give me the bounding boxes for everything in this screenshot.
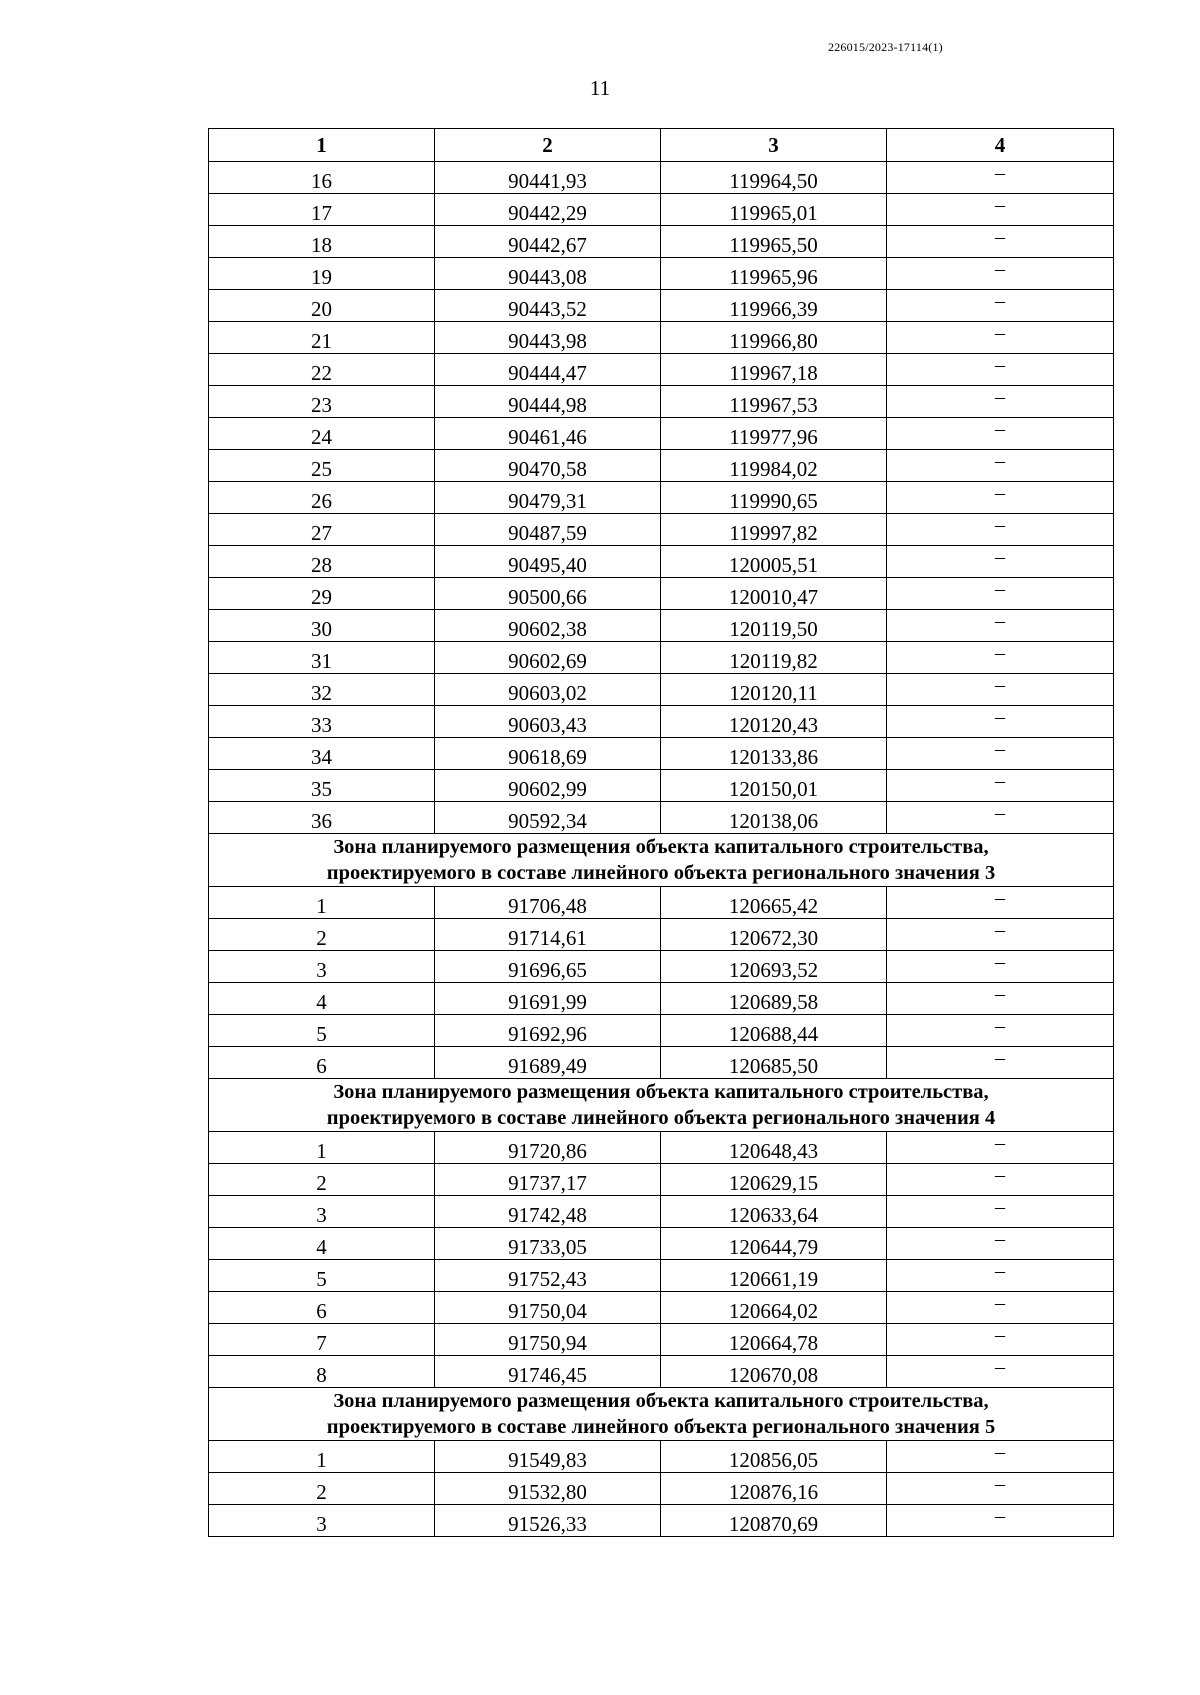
zone-title-line-1: Зона планируемого размещения объекта капитального строительства, bbox=[333, 836, 989, 858]
zone-title-line-2: проектируемого в составе линейного объекта регионального значения 4 bbox=[326, 1107, 996, 1129]
note-cell: – bbox=[887, 1356, 1114, 1388]
table-row bbox=[209, 674, 1114, 706]
point-number-cell: 2 bbox=[209, 1473, 435, 1505]
x-coordinate-cell: 91737,17 bbox=[435, 1164, 661, 1196]
x-coordinate-cell: 91691,99 bbox=[435, 983, 661, 1015]
table-row bbox=[209, 1356, 1114, 1388]
y-coordinate-cell: 120005,51 bbox=[661, 546, 887, 578]
x-coordinate-cell: 91714,61 bbox=[435, 919, 661, 951]
y-coordinate-cell: 120876,16 bbox=[661, 1473, 887, 1505]
x-coordinate-cell: 90592,34 bbox=[435, 802, 661, 834]
y-coordinate-cell: 120870,69 bbox=[661, 1505, 887, 1537]
note-cell: – bbox=[887, 226, 1114, 258]
note-cell: – bbox=[887, 674, 1114, 706]
x-coordinate-cell: 90603,02 bbox=[435, 674, 661, 706]
table-row bbox=[209, 514, 1114, 546]
x-coordinate-cell: 91696,65 bbox=[435, 951, 661, 983]
x-coordinate-cell: 90479,31 bbox=[435, 482, 661, 514]
table-row bbox=[209, 1164, 1114, 1196]
x-coordinate-cell: 91526,33 bbox=[435, 1505, 661, 1537]
note-cell: – bbox=[887, 706, 1114, 738]
table-row bbox=[209, 418, 1114, 450]
table-row bbox=[209, 482, 1114, 514]
table-row bbox=[209, 919, 1114, 951]
note-cell: – bbox=[887, 1441, 1114, 1473]
x-coordinate-cell: 91752,43 bbox=[435, 1260, 661, 1292]
y-coordinate-cell: 119965,96 bbox=[661, 258, 887, 290]
note-cell: – bbox=[887, 919, 1114, 951]
point-number-cell: 19 bbox=[209, 258, 435, 290]
y-coordinate-cell: 120633,64 bbox=[661, 1196, 887, 1228]
table-row bbox=[209, 1047, 1114, 1079]
point-number-cell: 5 bbox=[209, 1260, 435, 1292]
table-row bbox=[209, 1324, 1114, 1356]
table-row bbox=[209, 642, 1114, 674]
table-row bbox=[209, 450, 1114, 482]
table-row bbox=[209, 194, 1114, 226]
table-header-row bbox=[209, 129, 1114, 162]
note-cell: – bbox=[887, 642, 1114, 674]
point-number-cell: 6 bbox=[209, 1292, 435, 1324]
note-cell: – bbox=[887, 610, 1114, 642]
point-number-cell: 7 bbox=[209, 1324, 435, 1356]
x-coordinate-cell: 90602,69 bbox=[435, 642, 661, 674]
point-number-cell: 5 bbox=[209, 1015, 435, 1047]
table-row bbox=[209, 386, 1114, 418]
table-row bbox=[209, 546, 1114, 578]
note-cell: – bbox=[887, 514, 1114, 546]
note-cell: – bbox=[887, 1505, 1114, 1537]
table-row bbox=[209, 290, 1114, 322]
point-number-cell: 24 bbox=[209, 418, 435, 450]
zone-title-row bbox=[209, 834, 1114, 887]
y-coordinate-cell: 120664,78 bbox=[661, 1324, 887, 1356]
note-cell: – bbox=[887, 418, 1114, 450]
x-coordinate-cell: 91746,45 bbox=[435, 1356, 661, 1388]
zone-title bbox=[209, 1388, 1114, 1441]
x-coordinate-cell: 91750,04 bbox=[435, 1292, 661, 1324]
zone-title-row bbox=[209, 1079, 1114, 1132]
y-coordinate-cell: 120138,06 bbox=[661, 802, 887, 834]
note-cell: – bbox=[887, 1015, 1114, 1047]
note-cell: – bbox=[887, 194, 1114, 226]
y-coordinate-cell: 120665,42 bbox=[661, 887, 887, 919]
x-coordinate-cell: 90443,98 bbox=[435, 322, 661, 354]
column-header-3: 3 bbox=[661, 129, 887, 162]
column-header-2: 2 bbox=[435, 129, 661, 162]
table-row bbox=[209, 322, 1114, 354]
x-coordinate-cell: 91720,86 bbox=[435, 1132, 661, 1164]
y-coordinate-cell: 120150,01 bbox=[661, 770, 887, 802]
note-cell: – bbox=[887, 354, 1114, 386]
coordinates-table bbox=[208, 128, 1114, 1537]
x-coordinate-cell: 91692,96 bbox=[435, 1015, 661, 1047]
table-row bbox=[209, 951, 1114, 983]
y-coordinate-cell: 120133,86 bbox=[661, 738, 887, 770]
point-number-cell: 31 bbox=[209, 642, 435, 674]
point-number-cell: 1 bbox=[209, 887, 435, 919]
note-cell: – bbox=[887, 1260, 1114, 1292]
point-number-cell: 1 bbox=[209, 1441, 435, 1473]
note-cell: – bbox=[887, 1164, 1114, 1196]
table-row bbox=[209, 802, 1114, 834]
table-row bbox=[209, 1196, 1114, 1228]
y-coordinate-cell: 119964,50 bbox=[661, 162, 887, 194]
table-row bbox=[209, 258, 1114, 290]
x-coordinate-cell: 90441,93 bbox=[435, 162, 661, 194]
y-coordinate-cell: 119997,82 bbox=[661, 514, 887, 546]
note-cell: – bbox=[887, 983, 1114, 1015]
zone-title-line-1: Зона планируемого размещения объекта капитального строительства, bbox=[333, 1390, 989, 1412]
y-coordinate-cell: 119977,96 bbox=[661, 418, 887, 450]
point-number-cell: 4 bbox=[209, 1228, 435, 1260]
zone-title-line-1: Зона планируемого размещения объекта капитального строительства, bbox=[333, 1081, 989, 1103]
table-row bbox=[209, 1260, 1114, 1292]
zone-title-line-2: проектируемого в составе линейного объекта регионального значения 3 bbox=[326, 862, 996, 884]
x-coordinate-cell: 90603,43 bbox=[435, 706, 661, 738]
point-number-cell: 36 bbox=[209, 802, 435, 834]
x-coordinate-cell: 91733,05 bbox=[435, 1228, 661, 1260]
table-row bbox=[209, 887, 1114, 919]
point-number-cell: 3 bbox=[209, 1505, 435, 1537]
point-number-cell: 3 bbox=[209, 951, 435, 983]
table-row bbox=[209, 226, 1114, 258]
x-coordinate-cell: 90444,47 bbox=[435, 354, 661, 386]
x-coordinate-cell: 91706,48 bbox=[435, 887, 661, 919]
x-coordinate-cell: 90470,58 bbox=[435, 450, 661, 482]
table-row bbox=[209, 1473, 1114, 1505]
point-number-cell: 2 bbox=[209, 1164, 435, 1196]
x-coordinate-cell: 90602,99 bbox=[435, 770, 661, 802]
x-coordinate-cell: 90444,98 bbox=[435, 386, 661, 418]
x-coordinate-cell: 90443,08 bbox=[435, 258, 661, 290]
y-coordinate-cell: 120119,50 bbox=[661, 610, 887, 642]
y-coordinate-cell: 119967,18 bbox=[661, 354, 887, 386]
x-coordinate-cell: 90443,52 bbox=[435, 290, 661, 322]
zone-title bbox=[209, 1079, 1114, 1132]
table-row bbox=[209, 1132, 1114, 1164]
table-row bbox=[209, 983, 1114, 1015]
note-cell: – bbox=[887, 1473, 1114, 1505]
table-row bbox=[209, 610, 1114, 642]
x-coordinate-cell: 90618,69 bbox=[435, 738, 661, 770]
x-coordinate-cell: 90602,38 bbox=[435, 610, 661, 642]
point-number-cell: 8 bbox=[209, 1356, 435, 1388]
note-cell: – bbox=[887, 450, 1114, 482]
note-cell: – bbox=[887, 951, 1114, 983]
column-header-4: 4 bbox=[887, 129, 1114, 162]
note-cell: – bbox=[887, 1324, 1114, 1356]
point-number-cell: 22 bbox=[209, 354, 435, 386]
x-coordinate-cell: 91532,80 bbox=[435, 1473, 661, 1505]
zone-title-row bbox=[209, 1388, 1114, 1441]
note-cell: – bbox=[887, 770, 1114, 802]
x-coordinate-cell: 90442,29 bbox=[435, 194, 661, 226]
table-row bbox=[209, 1441, 1114, 1473]
y-coordinate-cell: 120010,47 bbox=[661, 578, 887, 610]
point-number-cell: 16 bbox=[209, 162, 435, 194]
y-coordinate-cell: 119965,01 bbox=[661, 194, 887, 226]
table-row bbox=[209, 578, 1114, 610]
point-number-cell: 26 bbox=[209, 482, 435, 514]
table-row bbox=[209, 706, 1114, 738]
note-cell: – bbox=[887, 290, 1114, 322]
y-coordinate-cell: 119966,80 bbox=[661, 322, 887, 354]
note-cell: – bbox=[887, 887, 1114, 919]
point-number-cell: 1 bbox=[209, 1132, 435, 1164]
note-cell: – bbox=[887, 386, 1114, 418]
point-number-cell: 35 bbox=[209, 770, 435, 802]
point-number-cell: 29 bbox=[209, 578, 435, 610]
x-coordinate-cell: 91549,83 bbox=[435, 1441, 661, 1473]
y-coordinate-cell: 119967,53 bbox=[661, 386, 887, 418]
table-row bbox=[209, 1505, 1114, 1537]
table-row bbox=[209, 162, 1114, 194]
x-coordinate-cell: 91742,48 bbox=[435, 1196, 661, 1228]
y-coordinate-cell: 120648,43 bbox=[661, 1132, 887, 1164]
document-id: 226015/2023-17114(1) bbox=[828, 40, 943, 54]
y-coordinate-cell: 120644,79 bbox=[661, 1228, 887, 1260]
table-body bbox=[209, 162, 1114, 1537]
note-cell: – bbox=[887, 1047, 1114, 1079]
y-coordinate-cell: 119966,39 bbox=[661, 290, 887, 322]
point-number-cell: 3 bbox=[209, 1196, 435, 1228]
note-cell: – bbox=[887, 162, 1114, 194]
note-cell: – bbox=[887, 802, 1114, 834]
point-number-cell: 4 bbox=[209, 983, 435, 1015]
zone-title-line-2: проектируемого в составе линейного объекта регионального значения 5 bbox=[326, 1416, 996, 1438]
point-number-cell: 17 bbox=[209, 194, 435, 226]
x-coordinate-cell: 90500,66 bbox=[435, 578, 661, 610]
x-coordinate-cell: 90495,40 bbox=[435, 546, 661, 578]
point-number-cell: 32 bbox=[209, 674, 435, 706]
y-coordinate-cell: 120120,11 bbox=[661, 674, 887, 706]
note-cell: – bbox=[887, 1292, 1114, 1324]
y-coordinate-cell: 120693,52 bbox=[661, 951, 887, 983]
point-number-cell: 25 bbox=[209, 450, 435, 482]
column-header-1: 1 bbox=[209, 129, 435, 162]
table-row bbox=[209, 1292, 1114, 1324]
y-coordinate-cell: 120661,19 bbox=[661, 1260, 887, 1292]
y-coordinate-cell: 120119,82 bbox=[661, 642, 887, 674]
point-number-cell: 30 bbox=[209, 610, 435, 642]
y-coordinate-cell: 120120,43 bbox=[661, 706, 887, 738]
point-number-cell: 20 bbox=[209, 290, 435, 322]
point-number-cell: 33 bbox=[209, 706, 435, 738]
note-cell: – bbox=[887, 258, 1114, 290]
y-coordinate-cell: 119965,50 bbox=[661, 226, 887, 258]
y-coordinate-cell: 120856,05 bbox=[661, 1441, 887, 1473]
x-coordinate-cell: 90487,59 bbox=[435, 514, 661, 546]
point-number-cell: 34 bbox=[209, 738, 435, 770]
y-coordinate-cell: 120670,08 bbox=[661, 1356, 887, 1388]
table-row bbox=[209, 738, 1114, 770]
note-cell: – bbox=[887, 738, 1114, 770]
x-coordinate-cell: 90442,67 bbox=[435, 226, 661, 258]
y-coordinate-cell: 120664,02 bbox=[661, 1292, 887, 1324]
x-coordinate-cell: 91750,94 bbox=[435, 1324, 661, 1356]
y-coordinate-cell: 120629,15 bbox=[661, 1164, 887, 1196]
zone-title bbox=[209, 834, 1114, 887]
x-coordinate-cell: 90461,46 bbox=[435, 418, 661, 450]
y-coordinate-cell: 119984,02 bbox=[661, 450, 887, 482]
point-number-cell: 28 bbox=[209, 546, 435, 578]
note-cell: – bbox=[887, 546, 1114, 578]
point-number-cell: 6 bbox=[209, 1047, 435, 1079]
point-number-cell: 23 bbox=[209, 386, 435, 418]
y-coordinate-cell: 120685,50 bbox=[661, 1047, 887, 1079]
table-row bbox=[209, 354, 1114, 386]
table-row bbox=[209, 770, 1114, 802]
point-number-cell: 21 bbox=[209, 322, 435, 354]
note-cell: – bbox=[887, 1196, 1114, 1228]
table-row bbox=[209, 1228, 1114, 1260]
y-coordinate-cell: 120672,30 bbox=[661, 919, 887, 951]
y-coordinate-cell: 119990,65 bbox=[661, 482, 887, 514]
point-number-cell: 18 bbox=[209, 226, 435, 258]
page-number: 11 bbox=[589, 76, 611, 100]
point-number-cell: 27 bbox=[209, 514, 435, 546]
note-cell: – bbox=[887, 578, 1114, 610]
point-number-cell: 2 bbox=[209, 919, 435, 951]
note-cell: – bbox=[887, 482, 1114, 514]
x-coordinate-cell: 91689,49 bbox=[435, 1047, 661, 1079]
y-coordinate-cell: 120688,44 bbox=[661, 1015, 887, 1047]
table-row bbox=[209, 1015, 1114, 1047]
note-cell: – bbox=[887, 1228, 1114, 1260]
note-cell: – bbox=[887, 1132, 1114, 1164]
note-cell: – bbox=[887, 322, 1114, 354]
y-coordinate-cell: 120689,58 bbox=[661, 983, 887, 1015]
